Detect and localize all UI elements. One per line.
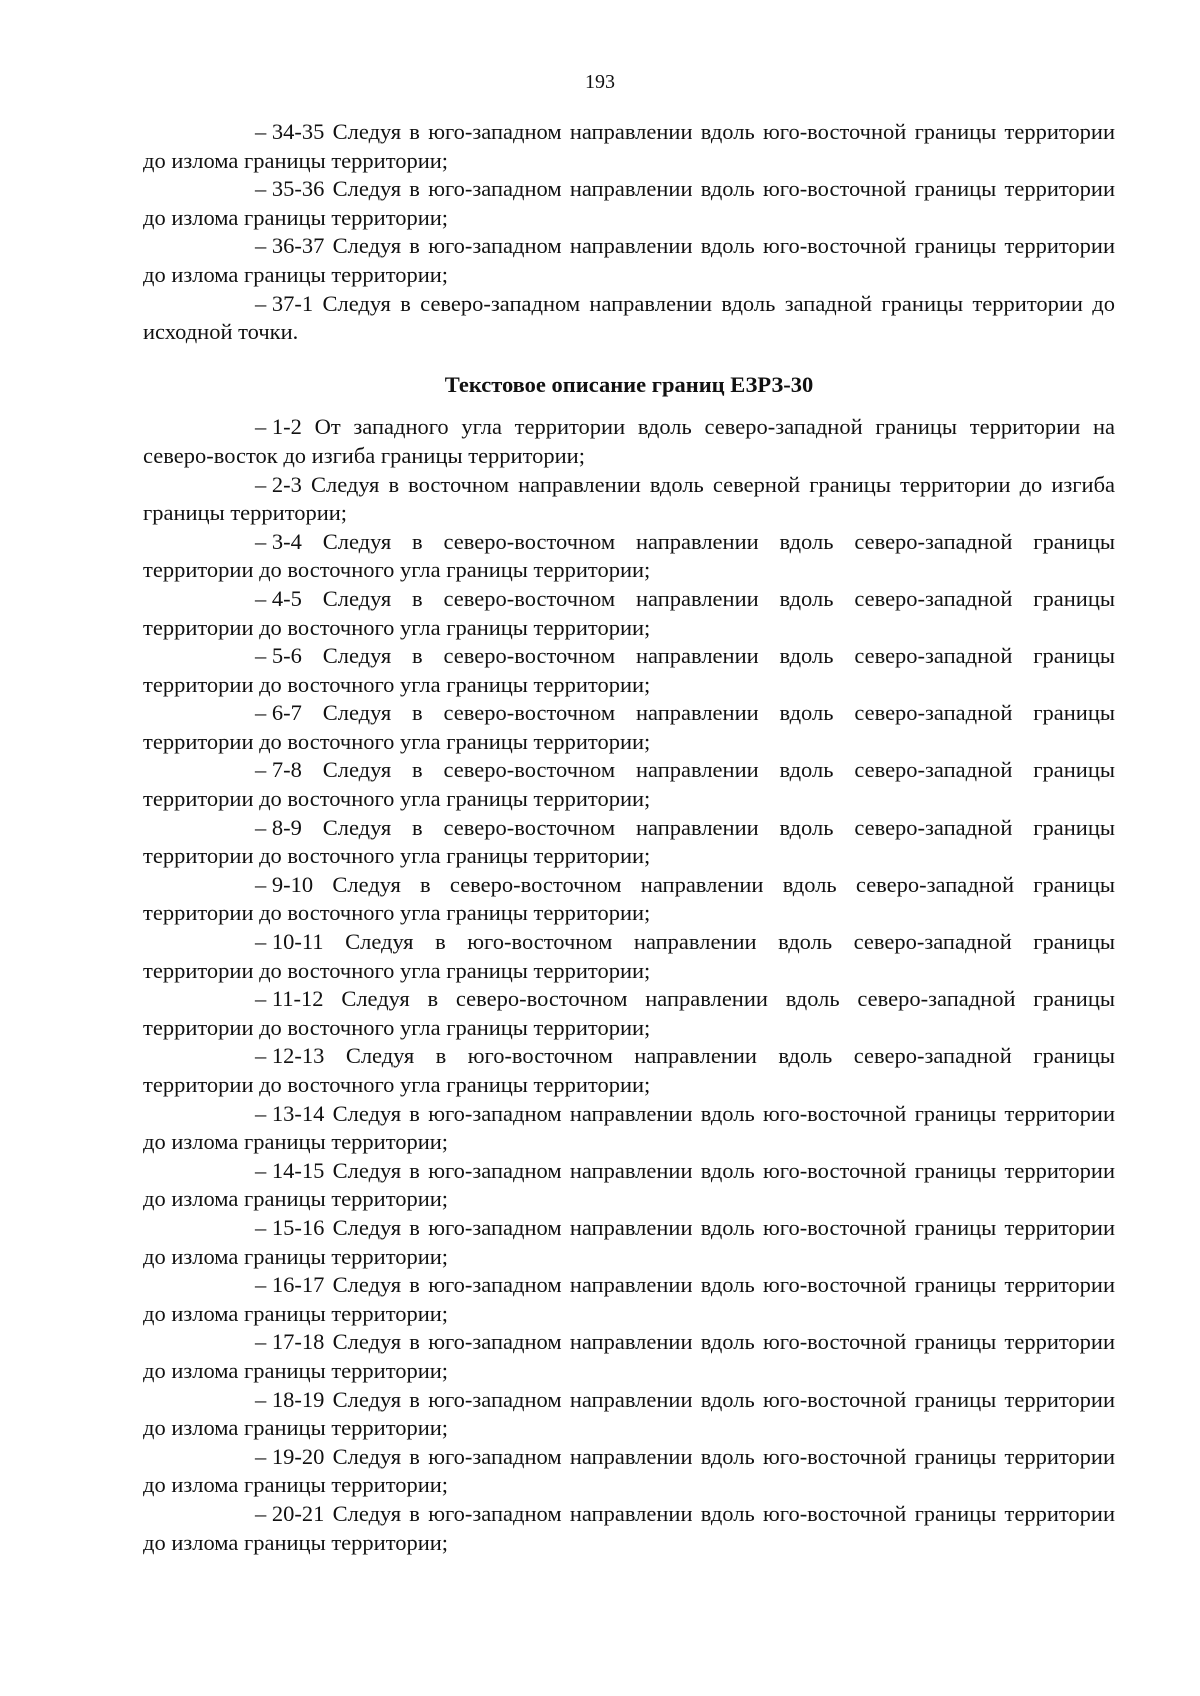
segment-code: – 9-10 <box>255 871 314 897</box>
boundary-entry <box>143 118 1115 175</box>
boundary-entry <box>143 756 1115 813</box>
segment-description: Следуя в северо-восточном направлении вдоль северо-западной границы территории до восточного угла границы территории; <box>143 585 1115 640</box>
boundary-entry <box>143 1100 1115 1157</box>
boundary-entry <box>143 471 1115 528</box>
segment-description: Следуя в юго-западном направлении вдоль юго-восточной границы территории до излома границы территории; <box>143 176 1116 230</box>
segment-description: Следуя в юго-западном направлении вдоль юго-восточной границы территории до излома границы территории; <box>143 1329 1116 1383</box>
boundary-entry <box>143 1214 1115 1271</box>
segment-code: – 8-9 <box>255 814 302 840</box>
boundary-entry <box>143 928 1115 985</box>
segment-code: – 18-19 <box>255 1386 325 1412</box>
segment-code: – 3-4 <box>255 528 302 554</box>
segment-description: Следуя в северо-восточном направлении вдоль северо-западной границы территории до восточного угла границы территории; <box>143 757 1115 812</box>
boundary-entry <box>143 1042 1115 1099</box>
segment-code: – 20-21 <box>255 1500 325 1526</box>
boundary-entry <box>143 1271 1115 1328</box>
segment-code: – 5-6 <box>255 643 302 669</box>
segment-code: – 19-20 <box>255 1443 325 1469</box>
segment-description: Следуя в юго-западном направлении вдоль юго-восточной границы территории до излома границы территории; <box>143 1386 1116 1441</box>
boundary-entry <box>143 1500 1115 1557</box>
segment-code: – 17-18 <box>255 1329 325 1355</box>
segment-code: – 2-3 <box>255 471 302 497</box>
segment-description: Следуя в юго-западном направлении вдоль юго-восточной границы территории до излома границы территории; <box>143 1272 1116 1326</box>
segment-description: Следуя в северо-восточном направлении вдоль северо-западной границы территории до восточного угла границы территории; <box>143 814 1115 869</box>
boundary-entry <box>143 642 1115 699</box>
segment-code: – 6-7 <box>255 700 302 726</box>
boundary-entry <box>143 290 1115 347</box>
segment-code: – 14-15 <box>255 1157 325 1183</box>
boundary-section-ezrz-30 <box>143 413 1115 1557</box>
segment-description: Следуя в юго-западном направлении вдоль юго-восточной границы территории до излома границы территории; <box>143 1443 1116 1498</box>
boundary-entry <box>143 1443 1115 1500</box>
segment-code: – 34-35 <box>255 119 325 144</box>
boundary-entry <box>143 1328 1115 1385</box>
boundary-entry <box>143 985 1115 1042</box>
segment-code: – 7-8 <box>255 757 302 783</box>
segment-code: – 10-11 <box>255 929 324 955</box>
boundary-entry <box>143 814 1115 871</box>
segment-description: Следуя в восточном направлении вдоль северной границы территории до изгиба границы территории; <box>143 471 1116 526</box>
segment-code: – 36-37 <box>255 233 325 259</box>
boundary-entry <box>143 1157 1115 1214</box>
segment-description: Следуя в северо-западном направлении вдоль западной границы территории до исходной точки. <box>143 290 1115 345</box>
segment-description: Следуя в юго-западном направлении вдоль юго-восточной границы территории до излома границы территории; <box>143 233 1116 287</box>
section-heading: Текстовое описание границ ЕЗРЗ-30 <box>444 371 814 397</box>
segment-description: Следуя в юго-восточном направлении вдоль северо-западной границы территории до восточного угла границы территории; <box>143 929 1115 983</box>
segment-description: Следуя в северо-восточном направлении вдоль северо-западной границы территории до восточного угла границы территории; <box>143 986 1115 1040</box>
segment-description: Следуя в северо-восточном направлении вдоль северо-западной границы территории до восточного угла границы территории; <box>143 643 1115 697</box>
boundary-entry <box>143 232 1115 289</box>
segment-description: Следуя в северо-восточном направлении вдоль северо-западной границы территории до восточного угла границы территории; <box>143 528 1115 583</box>
boundary-entry <box>143 175 1115 232</box>
segment-description: Следуя в юго-западном направлении вдоль юго-восточной границы территории до излома границы территории; <box>143 1100 1116 1155</box>
boundary-section-previous <box>143 118 1115 347</box>
segment-description: От западного угла территории вдоль северо-западной границы территории на северо-восток до изгиба границы территории; <box>143 414 1115 468</box>
segment-code: – 37-1 <box>255 290 314 316</box>
segment-code: – 13-14 <box>255 1100 325 1126</box>
segment-description: Следуя в северо-восточном направлении вдоль северо-западной границы территории до восточного угла границы территории; <box>143 871 1115 926</box>
segment-code: – 16-17 <box>255 1272 325 1298</box>
boundary-entry <box>143 413 1115 470</box>
page-number: 193 <box>585 71 615 93</box>
boundary-entry <box>143 528 1115 585</box>
segment-code: – 4-5 <box>255 585 302 611</box>
segment-code: – 1-2 <box>255 414 302 440</box>
segment-code: – 12-13 <box>255 1043 325 1069</box>
segment-description: Следуя в юго-западном направлении вдоль юго-восточной границы территории до излома границы территории; <box>143 1500 1116 1555</box>
boundary-entry <box>143 1386 1115 1443</box>
segment-description: Следуя в юго-западном направлении вдоль юго-восточной границы территории до излома границы территории; <box>143 1214 1116 1269</box>
segment-description: Следуя в юго-восточном направлении вдоль северо-западной границы территории до восточного угла границы территории; <box>143 1043 1115 1097</box>
segment-description: Следуя в юго-западном направлении вдоль юго-восточной границы территории до излома границы территории; <box>143 119 1116 173</box>
segment-code: – 11-12 <box>255 986 324 1012</box>
boundary-entry <box>143 585 1115 642</box>
document-body <box>143 118 1115 1557</box>
segment-code: – 35-36 <box>255 176 325 202</box>
segment-description: Следуя в северо-восточном направлении вдоль северо-западной границы территории до восточного угла границы территории; <box>143 700 1115 754</box>
segment-code: – 15-16 <box>255 1214 325 1240</box>
boundary-entry <box>143 699 1115 756</box>
boundary-entry <box>143 871 1115 928</box>
segment-description: Следуя в юго-западном направлении вдоль юго-восточной границы территории до излома границы территории; <box>143 1157 1116 1212</box>
